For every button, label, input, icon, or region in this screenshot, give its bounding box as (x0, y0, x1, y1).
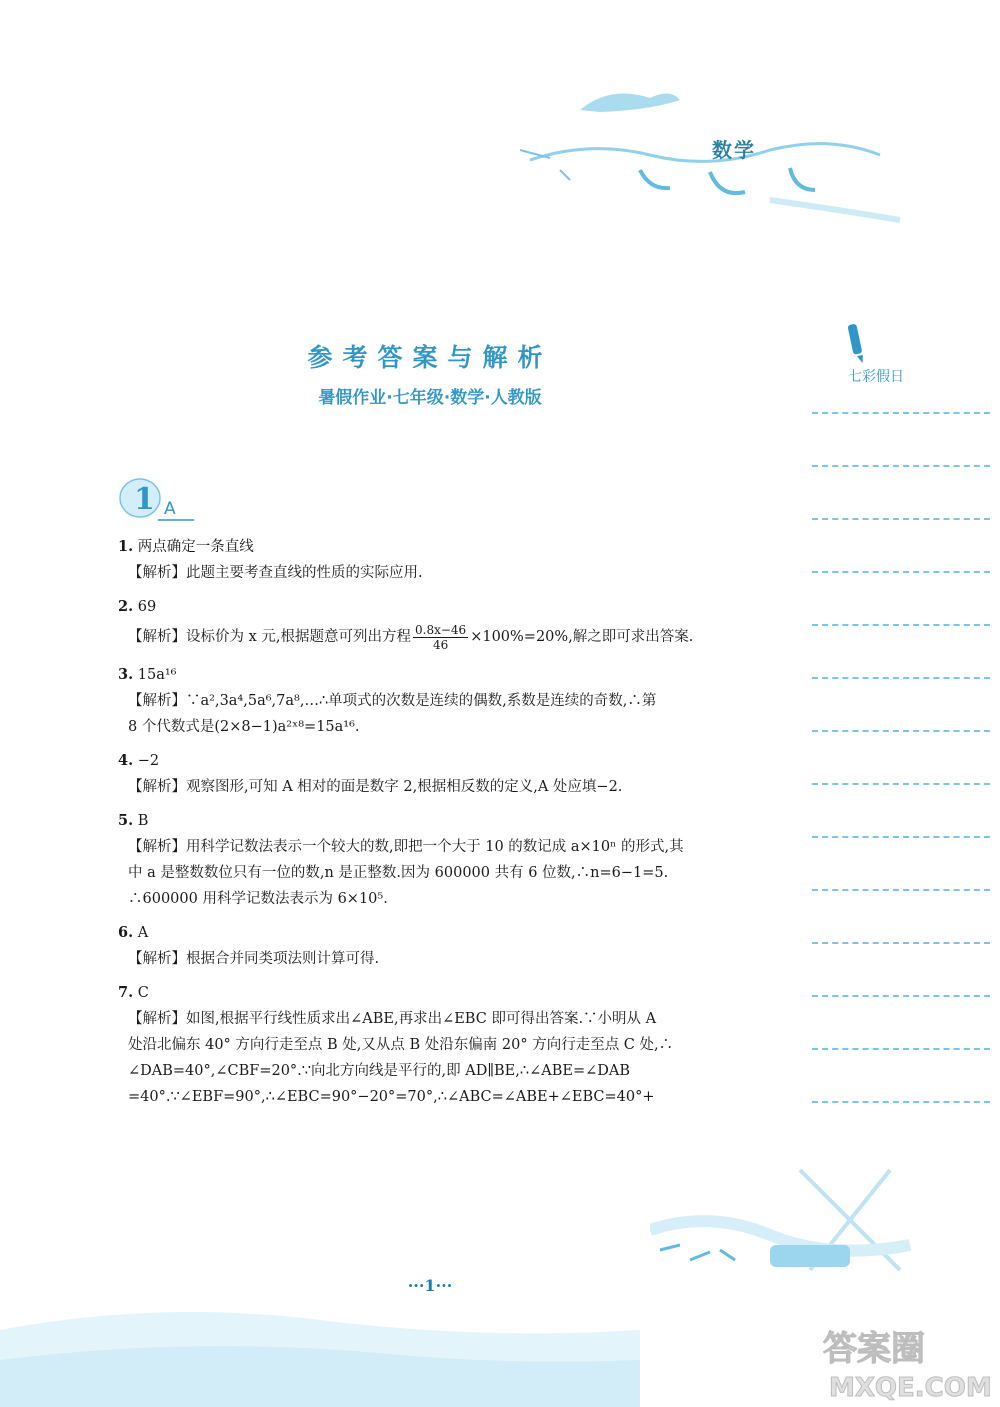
section-number: 1 (134, 482, 155, 517)
section-badge (118, 476, 198, 524)
note-line (812, 730, 990, 732)
explanation-continued: 处沿北偏东 40° 方向行走至点 B 处,又从点 B 处沿东偏南 20° 方向行走至点 C 处,∴ (128, 1037, 674, 1053)
explanation-continued: =40°.∵∠EBF=90°,∴∠EBC=90°−20°=70°,∴∠ABC=∠ABE+∠EBC=40°+ (128, 1089, 655, 1105)
answer-item: 4. −2 (118, 752, 160, 769)
footer-decoration (650, 1150, 950, 1300)
explanation-continued: 中 a 是整数数位只有一位的数,n 是正整数.因为 600000 共有 6 位数,∴n=6−1=5. (128, 865, 669, 881)
footer-wave-decoration (0, 1290, 640, 1407)
explanation-continued: ∴600000 用科学记数法表示为 6×10⁵. (128, 891, 388, 907)
note-line (812, 465, 990, 467)
explanation: 【解析】根据合并同类项法则计算可得. (128, 951, 380, 967)
note-line (812, 783, 990, 785)
answer-item: 6. A (118, 924, 149, 941)
note-line (812, 518, 990, 520)
page-subtitle: 暑假作业·七年级·数学·人教版 (318, 388, 542, 408)
note-line (812, 889, 990, 891)
note-line (812, 412, 990, 414)
note-line (812, 624, 990, 626)
explanation: 【解析】用科学记数法表示一个较大的数,即把一个大于 10 的数记成 a×10ⁿ 的形式,其 (128, 839, 684, 855)
explanation: 【解析】此题主要考查直线的性质的实际应用. (128, 565, 423, 581)
fraction: $\frac{0.8x-46}{46}$ (415, 622, 467, 652)
explanation-continued: ∠DAB=40°,∠CBF=20°.∵向北方向线是平行的,即 AD∥BE,∴∠ABE=∠DAB (128, 1063, 631, 1079)
explanation: 【解析】∵a²,3a⁴,5a⁶,7a⁸,…∴单项式的次数是连续的偶数,系数是连续的奇数,∴第 (128, 693, 657, 709)
page-title: 参考答案与解析 (307, 343, 553, 372)
answer-item: 3. 15a¹⁶ (118, 666, 177, 683)
pen-icon (846, 322, 868, 366)
note-line (812, 677, 990, 679)
section-letter: A (164, 499, 176, 519)
note-line (812, 942, 990, 944)
note-line (812, 995, 990, 997)
answer-item: 5. B (118, 812, 149, 829)
note-line (812, 1101, 990, 1103)
answer-item: 2. 69 (118, 598, 157, 615)
note-line (812, 836, 990, 838)
explanation: 【解析】如图,根据平行线性质求出∠ABE,再求出∠EBC 即可得出答案.∵小明从 A (128, 1011, 657, 1027)
note-line (812, 1048, 990, 1050)
answer-item: 1. 两点确定一条直线 (118, 538, 254, 555)
note-line (812, 571, 990, 573)
header-subject: 数学 (712, 138, 756, 162)
watermark-logo (815, 1320, 995, 1404)
watermark-text: 答案圈 (823, 1329, 925, 1369)
answer-list (118, 534, 758, 1110)
brand-label: 七彩假日 (848, 369, 904, 385)
header-decoration (510, 80, 910, 230)
explanation-continued: 8 个代数式是(2×8−1)a²ˣ⁸=15a¹⁶. (128, 719, 360, 735)
explanation: 【解析】设标价为 x 元,根据题意可列出方程 $\frac{0.8x-46}{46}$ ×100%=20%,解之即可求出答案. (128, 622, 694, 652)
watermark-url: MXQE.COM (829, 1373, 992, 1403)
explanation: 【解析】观察图形,可知 A 相对的面是数字 2,根据相反数的定义,A 处应填−2. (128, 779, 623, 795)
page-number: ···1··· (407, 1276, 453, 1295)
answer-item: 7. C (118, 984, 149, 1001)
